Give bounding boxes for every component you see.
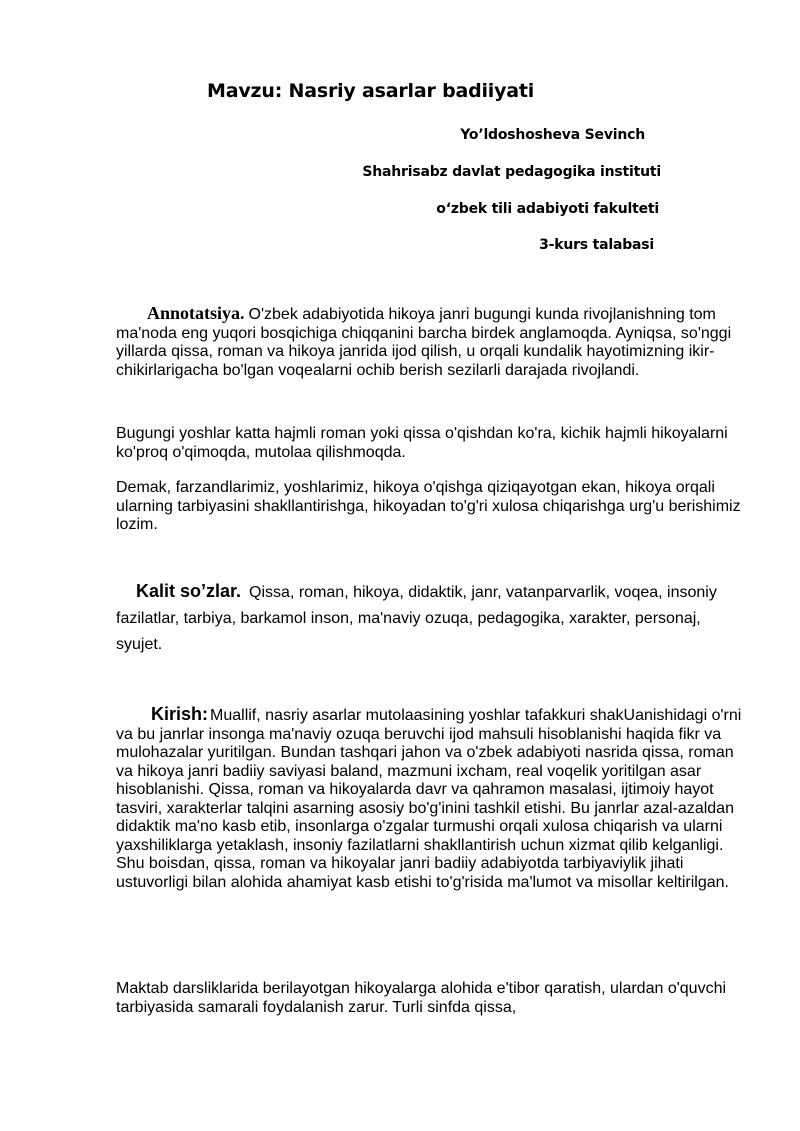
author-faculty: o‘zbek tili adabiyoti fakulteti bbox=[436, 201, 659, 217]
introduction-heading: Kirish: bbox=[151, 704, 209, 724]
author-institution: Shahrisabz davlat pedagogika instituti bbox=[362, 164, 661, 180]
annotation-paragraph bbox=[116, 304, 746, 380]
keywords-heading: Kalit so’zlar. bbox=[136, 581, 242, 601]
annotation-heading: Annotatsiya. bbox=[147, 303, 245, 323]
keywords-paragraph bbox=[116, 578, 746, 658]
maktab-paragraph: Maktab darsliklarida berilayotgan hikoyalarga alohida e'tibor qaratish, ulardan o'quvchi tarbiyasida samarali foydalanish zarur. Turli sinfda qissa, bbox=[116, 980, 727, 1016]
introduction-paragraph bbox=[116, 705, 746, 892]
demak-paragraph: Demak, farzandlarimiz, yoshlarimiz, hikoya o'qishga qiziqayotgan ekan, hikoya orqali ularning tarbiyasini shakllantirishga, hikoyadan to'g'ri xulosa chiqarishga urg'u berishimiz lozim. bbox=[116, 479, 741, 533]
author-name: Yo’ldoshosheva Sevinch bbox=[460, 127, 645, 143]
author-course: 3-kurs talabasi bbox=[539, 237, 654, 253]
youth-paragraph: Bugungi yoshlar katta hajmli roman yoki qissa o'qishdan ko'ra, kichik hajmli hikoyalarni ko'proq o'qimoqda, mutolaa qilishmoqda. bbox=[116, 425, 728, 461]
document-title: Mavzu: Nasriy asarlar badiiyati bbox=[207, 80, 535, 102]
annotation-text: O'zbek adabiyotida hikoya janri bugungi kunda rivojlanishning tom ma'noda eng yuqori bosqichiga chiqqanini barcha birdek anglamoqda. Ayniqsa, so'nggi yillarda qissa, roman va hikoya janrida ijod qilish, u orqali kundalik hayotimizning ikir-chikirlarigacha bo'lgan voqealarni ochib berish sezilarli darajada rivojlandi. bbox=[116, 306, 732, 379]
keywords-text: Qissa, roman, hikoya, didaktik, janr, vatanparvarlik, voqea, insoniy fazilatlar, tarbiya, barkamol inson, ma'naviy ozuqa, pedagogika, xarakter, personaj, syujet. bbox=[116, 584, 717, 653]
introduction-text: Muallif, nasriy asarlar mutolaasining yoshlar tafakkuri shakUanishidagi o'rni va bu janrlar insonga ma'naviy ozuqa beruvchi ijod mahsuli hisoblanishi haqida fikr va mulohazalar yuritilgan. Bundan tashqari jahon va o'zbek adabiyoti nasrida qissa, roman va hikoya janri badiiy saviyasi baland, mazmuni ixcham, real voqelik yoritilgan asar hisoblanishi. Qissa, roman va hikoyalarda davr va qahramon masalasi, ijtimoiy hayot tasviri, xarakterlar talqini asarning asosiy bo'g'inini tashkil etishi. Bu janrlar azal-azaldan didaktik ma'no kasb etib, insonlarga o'zgalar turmushi orqali xulosa chiqarish va ularni yaxshiliklarga yetaklash, insoniy fazilatlarni shakllantirish uchun xizmat qilib kelganligi. Shu boisdan, qissa, roman va hikoyalar janri badiiy adabiyotda tarbiyaviylik jihati ustuvorligi bilan alohida ahamiyat kasb etishi to'g'risida ma'lumot va misollar keltirilgan. bbox=[116, 707, 742, 891]
